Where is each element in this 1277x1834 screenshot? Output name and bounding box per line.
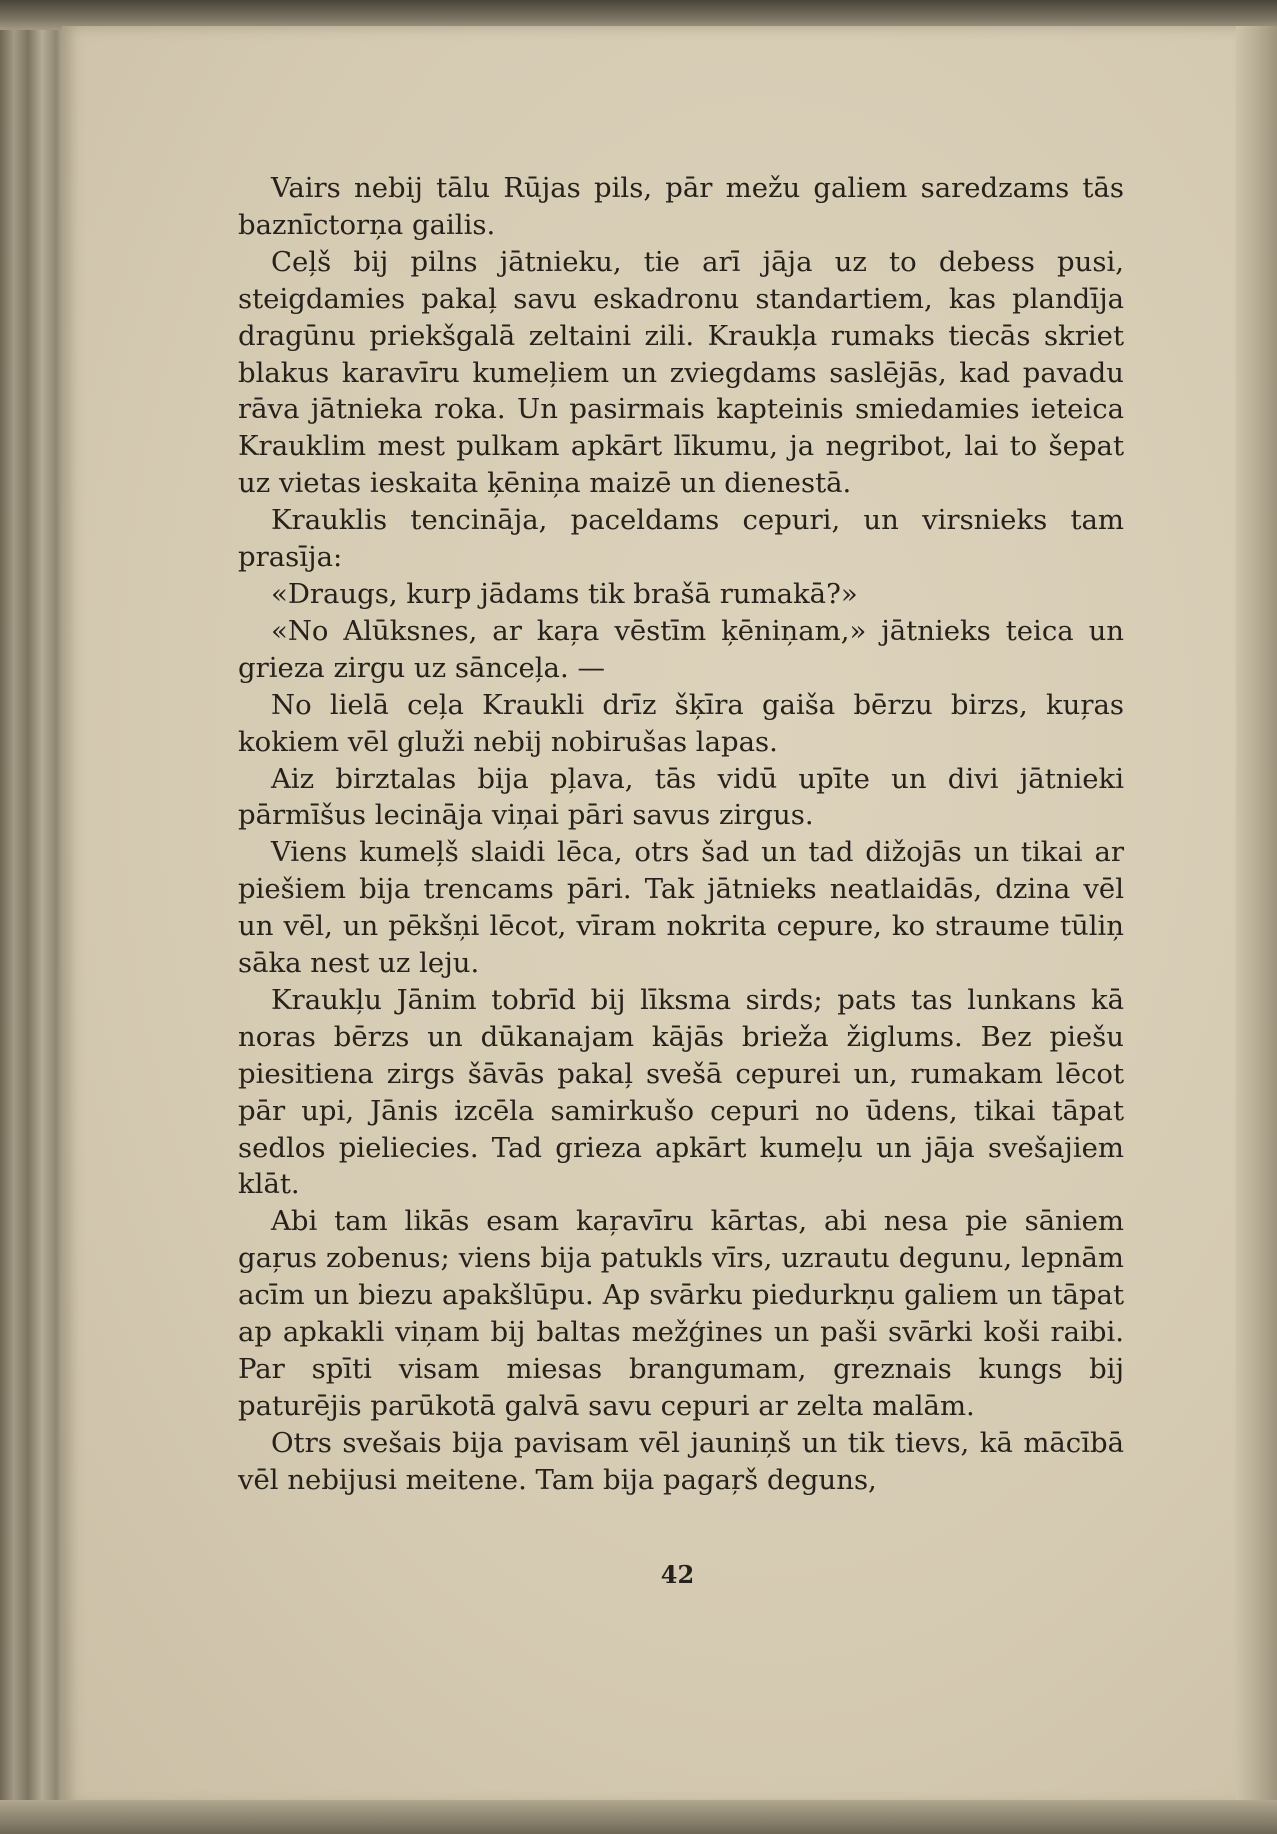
paragraph: No lielā ceļa Kraukli drīz šķīra gaiša bērzu birzs, kuŗas kokiem vēl gluži nebij nobirušas lapas. [238,688,1124,758]
paragraph: «No Alūksnes, ar kaŗa vēstīm ķēniņam,» jātnieks teica un grieza zirgu uz sānceļa. — [238,614,1124,684]
paragraph: Krauklis tencināja, paceldams cepuri, un virsnieks tam prasīja: [238,504,1124,574]
paragraph: Otrs svešais bija pavisam vēl jauniņš un tik tievs, kā mācībā vēl nebijusi meitene. Tam bija pagaŗš deguns, [238,1426,1124,1496]
page-number: 42 [660,1560,695,1589]
page-text [238,170,1124,1499]
paragraph: Kraukļu Jānim tobrīd bij līksma sirds; pats tas lunkans kā noras bērzs un dūkanajam kājās brieža žiglums. Bez piešu piesitiena zirgs šāvās pakaļ svešā cepurei un, rumakam lēcot pār upi, Jānis izcēla samirkušo cepuri no ūdens, tikai tāpat sedlos pieliecies. Tad grieza apkārt kumeļu un jāja svešajiem klāt. [238,983,1124,1201]
paragraph: «Draugs, kurp jādams tik brašā rumakā?» [271,577,858,610]
page-number-container [0,1560,1277,1589]
paragraph: Aiz birztalas bija pļava, tās vidū upīte un divi jātnieki pārmīšus lecināja viņai pāri savus zirgus. [238,762,1124,832]
book-bottom-edge [0,1800,1277,1834]
paragraph: Vairs nebij tālu Rūjas pils, pār mežu galiem saredzams tās baznīctorņa gailis. [238,172,1124,241]
paragraph: Abi tam likās esam kaŗavīru kārtas, abi nesa pie sāniem gaŗus zobenus; viens bija patukls vīrs, uzrautu degunu, lepnām acīm un biezu apakšlūpu. Ap svārku piedurkņu galiem un tāpat ap apkakli viņam bij baltas mežģines un paši svārki koši raibi. Par spīti visam miesas brangumam, greznais kungs bij paturējis parūkotā galvā savu cepuri ar zelta malām. [238,1205,1124,1422]
book-right-edge [1236,26,1277,1806]
paragraph: Viens kumeļš slaidi lēca, otrs šad un tad dižojās un tikai ar piešiem bija trencams pāri. Tak jātnieks neatlaidās, dzina vēl un vēl, un pēkšņi lēcot, vīram nokrita cepure, ko straume tūliņ sāka nest uz leju. [238,836,1124,980]
book-spine [0,0,70,1834]
paragraph: Ceļš bij pilns jātnieku, tie arī jāja uz to debess pusi, steigdamies pakaļ savu eskadronu standartiem, kas plandīja dragūnu priekšgalā zeltaini zili. Kraukļa rumaks tiecās skriet blakus karavīru kumeļiem un zviegdams saslējās, kad pavadu rāva jātnieka roka. Un pasirmais kapteinis smiedamies ieteica Krauklim mest pulkam apkārt līkumu, ja negribot, lai to šepat uz vietas ieskaita ķēniņa maizē un dienestā. [238,245,1124,500]
